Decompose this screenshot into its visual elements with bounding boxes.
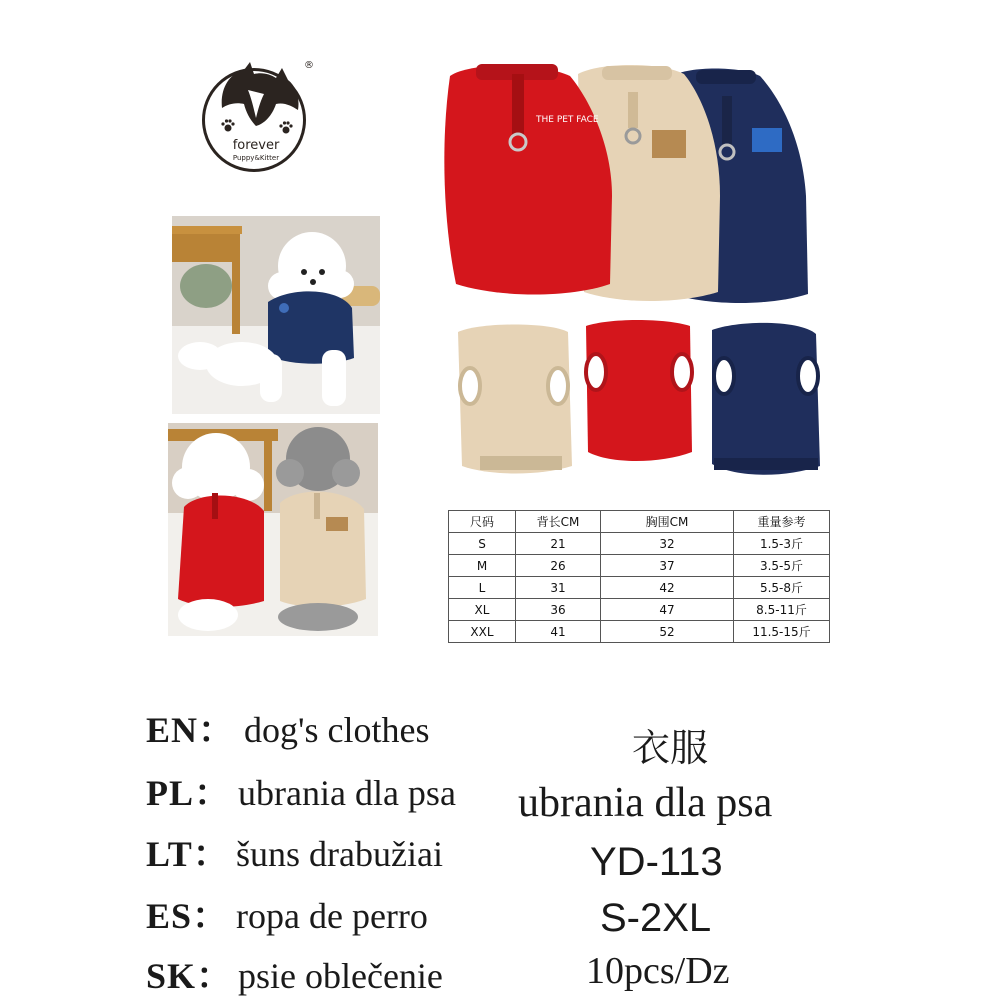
lang-code-sk: SK：	[146, 956, 234, 996]
paw-print-icon	[278, 120, 294, 136]
table-row	[449, 533, 830, 555]
lang-code-pl: PL：	[146, 773, 232, 813]
lang-text-lt: šuns drabužiai	[236, 834, 443, 874]
brand-tagline: Puppy&Kitter	[232, 154, 280, 162]
table-cell: 1.5-3斤	[734, 533, 830, 555]
table-cell: S	[449, 533, 516, 555]
table-cell: 31	[516, 577, 601, 599]
registered-mark: ®	[304, 60, 314, 71]
table-cell: M	[449, 555, 516, 577]
table-cell: 11.5-15斤	[734, 621, 830, 643]
table-cell: 52	[601, 621, 734, 643]
table-cell: 5.5-8斤	[734, 577, 830, 599]
size-chart-table	[448, 510, 830, 643]
table-cell: XXL	[449, 621, 516, 643]
product-sku: YD-113	[590, 840, 723, 884]
product-photo-two-dogs	[168, 423, 378, 636]
table-cell: 47	[601, 599, 734, 621]
brand-logo	[198, 60, 314, 178]
patch-text: THE PET FACE	[536, 115, 599, 125]
lang-code-lt: LT：	[146, 834, 230, 874]
lang-code-en: EN：	[146, 710, 236, 750]
table-cell: 21	[516, 533, 601, 555]
table-row	[449, 555, 830, 577]
product-name-cn: 衣服	[632, 728, 709, 770]
product-photo-white-dog-navy	[172, 216, 380, 414]
table-cell: 8.5-11斤	[734, 599, 830, 621]
table-cell: XL	[449, 599, 516, 621]
product-sizes: S-2XL	[600, 896, 712, 940]
size-chart-header: 背长CM	[516, 511, 601, 533]
table-cell: 41	[516, 621, 601, 643]
product-pack: 10pcs/Dz	[586, 950, 730, 992]
table-row	[449, 621, 830, 643]
paw-print-icon	[220, 118, 236, 134]
lang-text-es: ropa de perro	[236, 896, 428, 936]
table-row	[449, 577, 830, 599]
lang-text-sk: psie oblečenie	[238, 956, 443, 996]
lang-text-en: dog's clothes	[244, 710, 430, 750]
lang-code-es: ES：	[146, 896, 230, 936]
table-cell: 26	[516, 555, 601, 577]
table-cell: 3.5-5斤	[734, 555, 830, 577]
brand-name: forever	[232, 138, 280, 153]
lang-text-pl: ubrania dla psa	[238, 773, 456, 813]
size-chart-header: 尺码	[449, 511, 516, 533]
table-cell: 32	[601, 533, 734, 555]
size-chart-header: 胸围CM	[601, 511, 734, 533]
table-cell: L	[449, 577, 516, 599]
garment-trio-back	[450, 316, 822, 482]
size-chart-header-row	[449, 511, 830, 533]
table-cell: 36	[516, 599, 601, 621]
product-name-pl: ubrania dla psa	[518, 780, 773, 826]
size-chart-header: 重量参考	[734, 511, 830, 533]
garment-trio-front	[440, 56, 812, 308]
table-cell: 37	[601, 555, 734, 577]
table-row	[449, 599, 830, 621]
table-cell: 42	[601, 577, 734, 599]
